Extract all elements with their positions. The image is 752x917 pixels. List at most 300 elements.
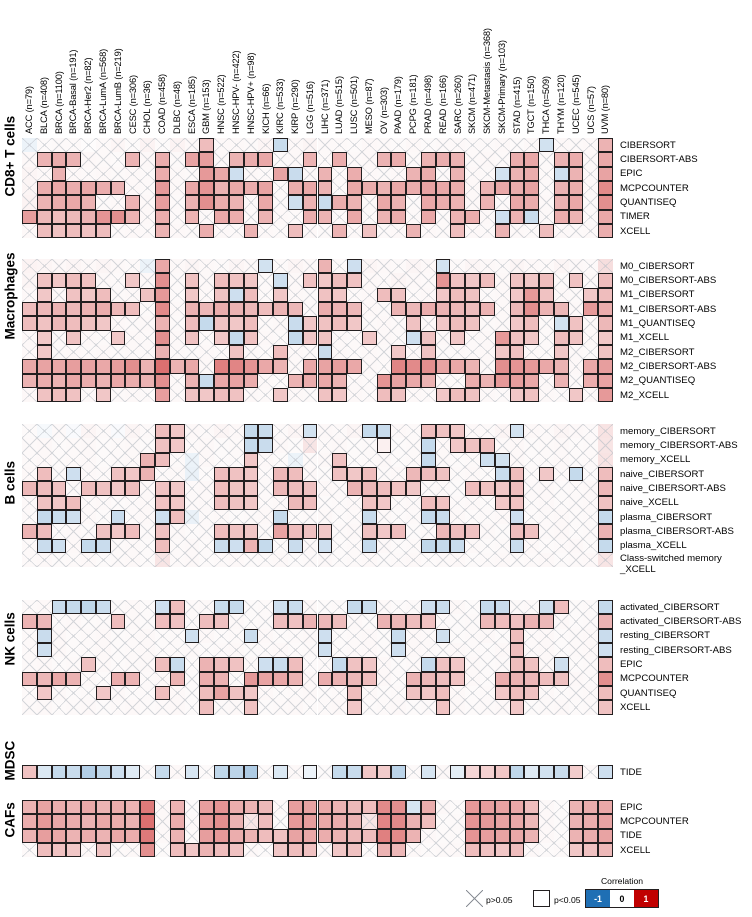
heatmap-row [22, 331, 613, 345]
heatmap-cell [495, 152, 510, 166]
heatmap-cell [406, 843, 421, 857]
heatmap-cell [362, 481, 377, 495]
heatmap-cell [199, 359, 214, 373]
heatmap-cell [347, 614, 362, 628]
heatmap-cell [391, 302, 406, 316]
heatmap-cell [22, 181, 37, 195]
row-label: TIMER [620, 211, 650, 223]
heatmap-cell [377, 138, 392, 152]
heatmap-cell [214, 345, 229, 359]
heatmap-cell [332, 700, 347, 714]
heatmap-cell [81, 672, 96, 686]
heatmap-cell [539, 765, 554, 779]
heatmap-cell [66, 345, 81, 359]
heatmap-cell [185, 481, 200, 495]
heatmap-cell [66, 496, 81, 510]
heatmap-cell [37, 814, 52, 828]
heatmap-cell [332, 138, 347, 152]
heatmap-cell [391, 210, 406, 224]
row-label: M2_QUANTISEQ [620, 375, 696, 387]
heatmap-cell [347, 374, 362, 388]
heatmap-cell [199, 829, 214, 843]
heatmap-cell [465, 843, 480, 857]
heatmap-cell [583, 438, 598, 452]
heatmap-cell [332, 765, 347, 779]
heatmap-cell [37, 359, 52, 373]
heatmap-cell [155, 259, 170, 273]
heatmap-cell [318, 510, 333, 524]
heatmap-cell [510, 481, 525, 495]
heatmap-cell [480, 316, 495, 330]
heatmap-cell [111, 800, 126, 814]
heatmap-cell [22, 700, 37, 714]
heatmap-cell [37, 643, 52, 657]
heatmap-cell [244, 686, 259, 700]
heatmap-cell [111, 316, 126, 330]
heatmap-cell [524, 629, 539, 643]
column-label: THYM (n=120) [556, 74, 566, 134]
heatmap-cell [583, 510, 598, 524]
heatmap-cell [421, 388, 436, 402]
heatmap-cell [81, 345, 96, 359]
heatmap-cell [288, 600, 303, 614]
heatmap-cell [244, 316, 259, 330]
heatmap-cell [495, 388, 510, 402]
heatmap-cell [288, 288, 303, 302]
heatmap-cell [258, 496, 273, 510]
heatmap-cell [273, 273, 288, 287]
heatmap-cell [214, 273, 229, 287]
heatmap-cell [125, 374, 140, 388]
heatmap-cell [465, 524, 480, 538]
heatmap-cell [510, 843, 525, 857]
heatmap-cell [22, 453, 37, 467]
heatmap-cell [229, 672, 244, 686]
heatmap-cell [539, 388, 554, 402]
heatmap-cell [229, 167, 244, 181]
row-label: M1_QUANTISEQ [620, 317, 696, 329]
heatmap-cell [524, 700, 539, 714]
heatmap-cell [362, 672, 377, 686]
heatmap-cell [214, 467, 229, 481]
heatmap-cell [332, 438, 347, 452]
row-label: QUANTISEQ [620, 196, 677, 208]
heatmap-cell [524, 424, 539, 438]
heatmap-cell [140, 424, 155, 438]
heatmap-cell [554, 481, 569, 495]
heatmap-cell [332, 843, 347, 857]
heatmap-cell [258, 765, 273, 779]
heatmap-cell [140, 467, 155, 481]
heatmap-cell [258, 224, 273, 238]
heatmap-row [22, 424, 613, 438]
heatmap-cell [155, 629, 170, 643]
heatmap-cell [22, 800, 37, 814]
heatmap-cell [421, 331, 436, 345]
heatmap-block [22, 259, 613, 403]
heatmap-cell [199, 345, 214, 359]
heatmap-cell [199, 453, 214, 467]
heatmap-cell [66, 316, 81, 330]
heatmap-cell [66, 553, 81, 567]
heatmap-cell [583, 765, 598, 779]
heatmap-cell [495, 224, 510, 238]
heatmap-cell [273, 259, 288, 273]
heatmap-cell [318, 814, 333, 828]
heatmap-cell [554, 843, 569, 857]
column-label: HNSC-HPV+ (n=98) [245, 52, 256, 134]
heatmap-cell [598, 510, 613, 524]
row-label: CIBERSORT [620, 139, 676, 151]
heatmap-cell [303, 152, 318, 166]
heatmap-cell [554, 657, 569, 671]
heatmap-cell [495, 600, 510, 614]
heatmap-cell [539, 167, 554, 181]
heatmap-cell [22, 288, 37, 302]
heatmap-cell [229, 152, 244, 166]
heatmap-cell [480, 467, 495, 481]
heatmap-cell [465, 453, 480, 467]
heatmap-cell [554, 316, 569, 330]
heatmap-cell [569, 686, 584, 700]
heatmap-cell [125, 345, 140, 359]
heatmap-cell [436, 359, 451, 373]
heatmap-cell [377, 273, 392, 287]
heatmap-row [22, 800, 613, 814]
heatmap-cell [155, 167, 170, 181]
heatmap-cell [81, 700, 96, 714]
heatmap-row [22, 467, 613, 481]
heatmap-cell [598, 672, 613, 686]
row-label: XCELL [620, 701, 651, 713]
heatmap-cell [229, 829, 244, 843]
heatmap-cell [258, 614, 273, 628]
heatmap-cell [332, 814, 347, 828]
heatmap-cell [569, 765, 584, 779]
heatmap-cell [347, 686, 362, 700]
heatmap-cell [22, 765, 37, 779]
heatmap-cell [125, 553, 140, 567]
heatmap-cell [37, 453, 52, 467]
heatmap-cell [37, 481, 52, 495]
heatmap-cell [303, 424, 318, 438]
heatmap-cell [495, 814, 510, 828]
heatmap-cell [495, 657, 510, 671]
heatmap-cell [465, 345, 480, 359]
heatmap-cell [480, 152, 495, 166]
column-label: PRAD (n=498) [423, 75, 434, 134]
heatmap-cell [332, 424, 347, 438]
heatmap-cell [318, 614, 333, 628]
heatmap-cell [598, 843, 613, 857]
heatmap-row [22, 843, 613, 857]
heatmap-cell [140, 453, 155, 467]
heatmap-cell [229, 288, 244, 302]
row-label: M1_XCELL [620, 332, 670, 344]
heatmap-cell [125, 814, 140, 828]
row-label: naive_XCELL [620, 497, 679, 509]
heatmap-cell [495, 686, 510, 700]
heatmap-cell [229, 629, 244, 643]
heatmap-cell [185, 210, 200, 224]
heatmap-cell [185, 138, 200, 152]
heatmap-cell [554, 438, 569, 452]
heatmap-cell [583, 388, 598, 402]
heatmap-cell [539, 524, 554, 538]
heatmap-cell [185, 453, 200, 467]
heatmap-cell [52, 316, 67, 330]
heatmap-cell [362, 359, 377, 373]
heatmap-cell [22, 374, 37, 388]
column-label: BRCA-LumB (n=219) [112, 48, 123, 134]
heatmap-cell [524, 345, 539, 359]
heatmap-cell [244, 288, 259, 302]
heatmap-cell [569, 672, 584, 686]
heatmap-cell [436, 629, 451, 643]
heatmap-cell [214, 388, 229, 402]
heatmap-cell [377, 481, 392, 495]
heatmap-cell [406, 374, 421, 388]
heatmap-cell [125, 453, 140, 467]
heatmap-cell [111, 345, 126, 359]
row-label: naive_CIBERSORT-ABS [620, 482, 726, 494]
heatmap-cell [111, 167, 126, 181]
heatmap-cell [170, 496, 185, 510]
heatmap-cell [229, 331, 244, 345]
heatmap-cell [244, 657, 259, 671]
heatmap-cell [524, 643, 539, 657]
heatmap-cell [406, 629, 421, 643]
heatmap-cell [391, 843, 406, 857]
heatmap-cell [362, 510, 377, 524]
heatmap-cell [273, 195, 288, 209]
heatmap-row [22, 210, 613, 224]
heatmap-cell [288, 195, 303, 209]
heatmap-cell [332, 510, 347, 524]
heatmap-cell [583, 181, 598, 195]
heatmap-cell [421, 195, 436, 209]
heatmap-cell [140, 316, 155, 330]
heatmap-cell [273, 629, 288, 643]
heatmap-cell [362, 302, 377, 316]
heatmap-cell [406, 510, 421, 524]
heatmap-cell [96, 765, 111, 779]
heatmap-cell [288, 424, 303, 438]
heatmap-cell [81, 359, 96, 373]
heatmap-cell [362, 765, 377, 779]
heatmap-row [22, 524, 613, 538]
heatmap-cell [273, 496, 288, 510]
heatmap-cell [495, 643, 510, 657]
row-label: EPIC [620, 168, 643, 180]
heatmap-cell [583, 686, 598, 700]
heatmap-cell [510, 374, 525, 388]
heatmap-cell [524, 224, 539, 238]
heatmap-cell [421, 539, 436, 553]
heatmap-cell [332, 316, 347, 330]
heatmap-cell [96, 273, 111, 287]
heatmap-cell [318, 152, 333, 166]
heatmap-cell [480, 496, 495, 510]
heatmap-cell [318, 138, 333, 152]
heatmap-cell [465, 657, 480, 671]
heatmap-cell [406, 345, 421, 359]
heatmap-cell [539, 224, 554, 238]
heatmap-cell [185, 657, 200, 671]
heatmap-cell [450, 167, 465, 181]
heatmap-cell [377, 388, 392, 402]
heatmap-cell [303, 210, 318, 224]
heatmap-cell [436, 814, 451, 828]
heatmap-cell [465, 388, 480, 402]
heatmap-cell [140, 765, 155, 779]
heatmap-cell [391, 814, 406, 828]
heatmap-cell [258, 481, 273, 495]
heatmap-cell [510, 467, 525, 481]
heatmap-cell [583, 539, 598, 553]
heatmap-cell [421, 600, 436, 614]
heatmap-cell [155, 496, 170, 510]
heatmap-cell [347, 259, 362, 273]
heatmap-cell [96, 374, 111, 388]
heatmap-cell [362, 374, 377, 388]
heatmap-cell [140, 843, 155, 857]
heatmap-cell [554, 195, 569, 209]
heatmap-row [22, 195, 613, 209]
heatmap-cell [362, 424, 377, 438]
heatmap-cell [155, 331, 170, 345]
heatmap-cell [52, 138, 67, 152]
heatmap-cell [495, 829, 510, 843]
heatmap-cell [318, 629, 333, 643]
heatmap-cell [495, 374, 510, 388]
heatmap-cell [495, 259, 510, 273]
heatmap-cell [583, 374, 598, 388]
heatmap-cell [244, 195, 259, 209]
heatmap-cell [125, 288, 140, 302]
heatmap-cell [155, 224, 170, 238]
heatmap-cell [377, 614, 392, 628]
heatmap-cell [155, 481, 170, 495]
heatmap-cell [214, 359, 229, 373]
heatmap-cell [539, 829, 554, 843]
heatmap-cell [554, 273, 569, 287]
heatmap-cell [436, 614, 451, 628]
heatmap-cell [480, 195, 495, 209]
heatmap-cell [450, 814, 465, 828]
heatmap-cell [288, 643, 303, 657]
heatmap-cell [258, 210, 273, 224]
heatmap-cell [244, 829, 259, 843]
heatmap-cell [524, 302, 539, 316]
heatmap-cell [96, 814, 111, 828]
heatmap-cell [465, 481, 480, 495]
heatmap-cell [495, 553, 510, 567]
heatmap-cell [66, 388, 81, 402]
heatmap-cell [258, 259, 273, 273]
heatmap-cell [465, 138, 480, 152]
heatmap-cell [22, 643, 37, 657]
heatmap-cell [524, 539, 539, 553]
heatmap-cell [288, 181, 303, 195]
heatmap-cell [199, 496, 214, 510]
heatmap-cell [495, 614, 510, 628]
heatmap-cell [406, 524, 421, 538]
heatmap-cell [583, 359, 598, 373]
heatmap-cell [495, 167, 510, 181]
heatmap-cell [362, 152, 377, 166]
heatmap-cell [22, 629, 37, 643]
heatmap-cell [391, 331, 406, 345]
heatmap-cell [288, 302, 303, 316]
heatmap-cell [288, 453, 303, 467]
heatmap-cell [37, 765, 52, 779]
heatmap-cell [362, 167, 377, 181]
heatmap-cell [214, 224, 229, 238]
heatmap-cell [214, 510, 229, 524]
column-label: ACC (n=79) [24, 86, 35, 134]
heatmap-cell [170, 138, 185, 152]
heatmap-cell [125, 614, 140, 628]
heatmap-cell [199, 331, 214, 345]
heatmap-cell [214, 210, 229, 224]
heatmap-cell [185, 539, 200, 553]
heatmap-cell [510, 614, 525, 628]
heatmap-cell [569, 345, 584, 359]
heatmap-cell [465, 467, 480, 481]
heatmap-cell [554, 388, 569, 402]
heatmap-cell [229, 181, 244, 195]
heatmap-cell [569, 152, 584, 166]
heatmap-cell [199, 481, 214, 495]
heatmap-cell [185, 467, 200, 481]
heatmap-cell [598, 614, 613, 628]
heatmap-cell [318, 524, 333, 538]
heatmap-cell [450, 800, 465, 814]
heatmap-cell [185, 288, 200, 302]
heatmap-cell [480, 600, 495, 614]
heatmap-cell [22, 614, 37, 628]
heatmap-cell [66, 288, 81, 302]
heatmap-cell [318, 345, 333, 359]
heatmap-cell [347, 510, 362, 524]
heatmap-cell [524, 481, 539, 495]
heatmap-cell [96, 510, 111, 524]
heatmap-cell [244, 273, 259, 287]
heatmap-cell [436, 331, 451, 345]
heatmap-cell [347, 829, 362, 843]
row-label: M2_XCELL [620, 389, 670, 401]
heatmap-cell [125, 524, 140, 538]
heatmap-cell [569, 388, 584, 402]
heatmap-cell [140, 210, 155, 224]
heatmap-cell [436, 302, 451, 316]
heatmap-cell [421, 657, 436, 671]
heatmap-cell [199, 814, 214, 828]
heatmap-cell [170, 152, 185, 166]
heatmap-cell [229, 481, 244, 495]
heatmap-cell [288, 259, 303, 273]
heatmap-cell [347, 438, 362, 452]
heatmap-row [22, 700, 613, 714]
heatmap-cell [229, 800, 244, 814]
heatmap-cell [273, 453, 288, 467]
heatmap-cell [480, 614, 495, 628]
heatmap-cell [52, 700, 67, 714]
heatmap-cell [155, 438, 170, 452]
heatmap-cell [524, 259, 539, 273]
heatmap-row [22, 672, 613, 686]
